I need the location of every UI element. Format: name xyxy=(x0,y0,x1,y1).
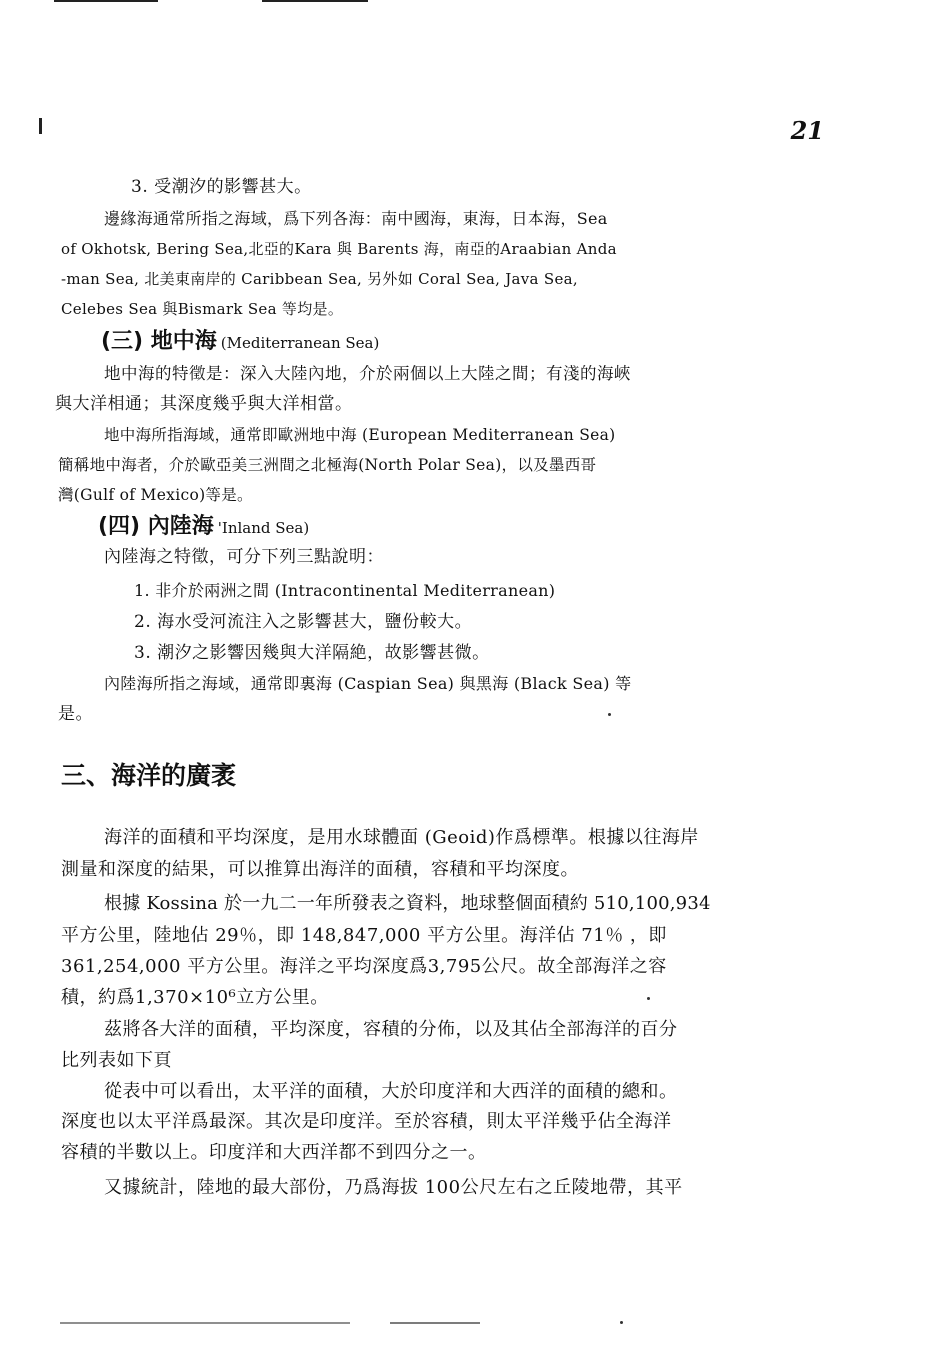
text-line: 地中海的特徵是：深入大陸內地，介於兩個以上大陸之間；有淺的海峽 xyxy=(104,364,631,383)
section-title: 三、海洋的廣袤 xyxy=(61,761,237,790)
text-line: 內陸海之特徵，可分下列三點說明： xyxy=(104,547,384,567)
text-line: 內陸海所指之海域，通常即裏海 (Caspian Sea) 與黑海 (Black Sea) 等 xyxy=(104,674,632,693)
subhead-label: (四) 內陸海 xyxy=(98,514,214,539)
text-line: 簡稱地中海者，介於歐亞美三洲間之北極海(North Polar Sea)，以及墨西哥 xyxy=(58,456,597,474)
text-line: of Okhotsk, Bering Sea,北亞的Kara 與 Barents 海，南亞的Araabian Anda xyxy=(61,240,617,258)
text-line: 3. 受潮汐的影響甚大。 xyxy=(131,177,312,197)
text-line: 與大洋相通；其深度幾乎與大洋相當。 xyxy=(55,394,353,414)
text-line: 2. 海水受河流注入之影響甚大，鹽份較大。 xyxy=(134,612,473,632)
text-line: 深度也以太平洋爲最深。其次是印度洋。至於容積，則太平洋幾乎佔全海洋 xyxy=(61,1111,672,1132)
text-line: 361,254,000 平方公里。海洋之平均深度爲3,795公尺。故全部海洋之容 xyxy=(61,956,667,977)
margin-mark xyxy=(39,118,42,134)
text-line: 積，約爲1,370×10⁶立方公里。 xyxy=(61,987,329,1008)
text-line: 根據 Kossina 於一九二一年所發表之資料，地球整個面積約 510,100,934 xyxy=(104,893,711,914)
top-rule-left xyxy=(54,0,158,2)
text-line: 是。 xyxy=(58,704,93,724)
scan-dot xyxy=(608,713,611,716)
top-rule-right xyxy=(262,0,368,2)
text-line: 1. 非介於兩洲之間 (Intracontinental Mediterranean) xyxy=(134,581,556,600)
text-line: -man Sea, 北美東南岸的 Caribbean Sea, 另外如 Coral Sea, Java Sea, xyxy=(61,270,578,288)
text-line: 比列表如下頁 xyxy=(61,1050,172,1071)
scan-noise xyxy=(390,1322,480,1324)
text-line: 容積的半數以上。印度洋和大西洋都不到四分之一。 xyxy=(61,1142,487,1163)
scan-dot xyxy=(647,997,650,1000)
text-line: 邊緣海通常所指之海域，爲下列各海：南中國海，東海，日本海，Sea xyxy=(104,209,608,228)
text-line: 灣(Gulf of Mexico)等是。 xyxy=(58,486,253,504)
subhead-inland xyxy=(98,513,309,542)
text-line: Celebes Sea 與Bismark Sea 等均是。 xyxy=(61,300,344,318)
text-line: 海洋的面積和平均深度，是用水球體面 (Geoid)作爲標準。根據以往海岸 xyxy=(104,827,699,848)
text-line: 又據統計，陸地的最大部份，乃爲海拔 100公尺左右之丘陵地帶，其平 xyxy=(104,1177,683,1198)
text-line: 測量和深度的結果，可以推算出海洋的面積，容積和平均深度。 xyxy=(61,859,579,880)
subhead-mediterranean xyxy=(101,328,379,357)
text-line: 平方公里，陸地佔 29％，即 148,847,000 平方公里。海洋佔 71％ ，即 xyxy=(61,925,667,946)
text-line: 3. 潮汐之影響因幾與大洋隔絶，故影響甚微。 xyxy=(134,643,490,663)
page-number: 21 xyxy=(790,116,824,145)
scan-noise xyxy=(60,1322,350,1324)
scan-dot xyxy=(620,1321,623,1324)
text-line: 地中海所指海域，通常即歐洲地中海 (European Mediterranean Sea) xyxy=(104,426,616,444)
subhead-latin: 'Inland Sea) xyxy=(217,519,310,537)
text-line: 茲將各大洋的面積，平均深度，容積的分佈，以及其佔全部海洋的百分 xyxy=(104,1019,678,1040)
text-line: 從表中可以看出，太平洋的面積，大於印度洋和大西洋的面積的總和。 xyxy=(104,1081,678,1102)
subhead-latin: (Mediterranean Sea) xyxy=(220,334,380,352)
subhead-label: (三) 地中海 xyxy=(101,329,217,354)
